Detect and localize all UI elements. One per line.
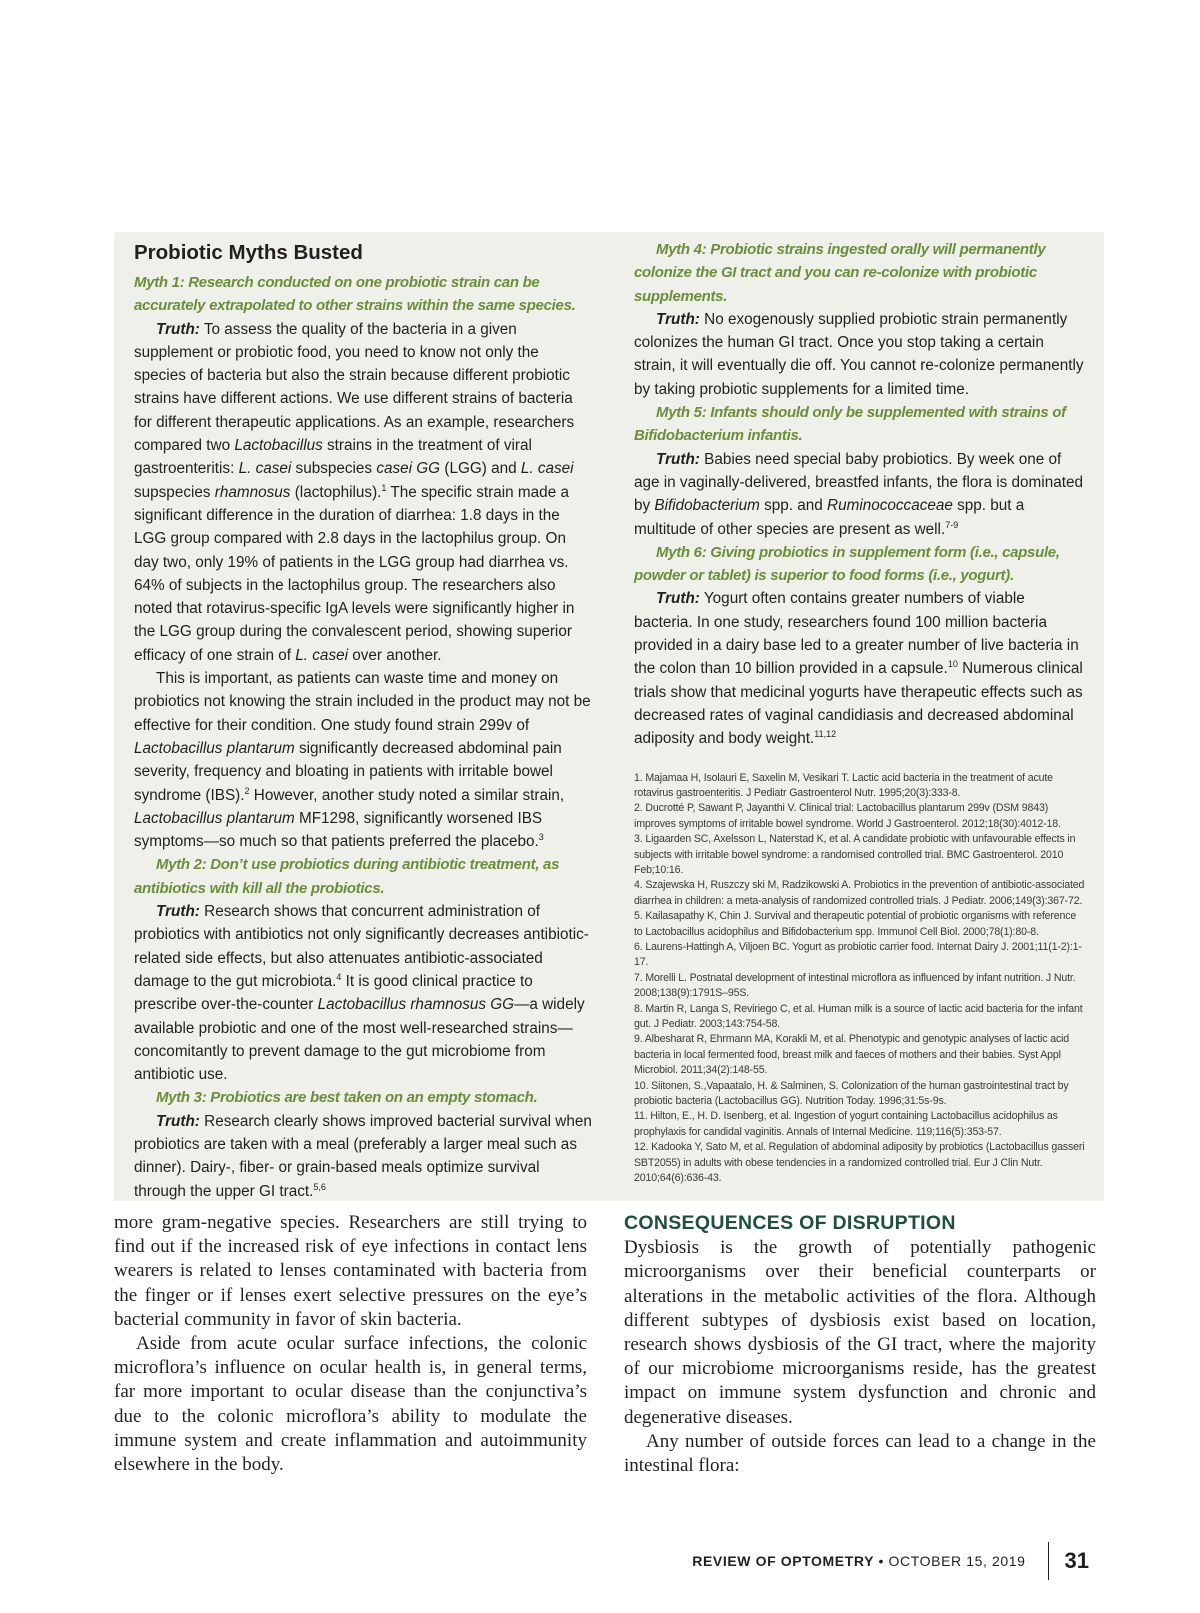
myth-5-truth: Truth: Babies need special baby probiotics. By week one of age in vaginally-delivered, breastfed infants, the flora is dominated by Bifidobacterium spp. and Ruminococcaceae spp. but a multitude of other species are present as well.$^{7-9}$	[634, 450, 1083, 538]
page-footer	[692, 1542, 1089, 1580]
myth-3-truth: Truth: Research clearly shows improved bacterial survival when probiotics are taken with a meal (preferably a larger meal such as dinner). Dairy-, fiber- or grain-based meals optimize survival through the upper GI tract.$^{5,6}$	[134, 1112, 592, 1200]
reference-item: 2. Ducrotté P, Sawant P, Jayanthi V. Clinical trial: Lactobacillus plantarum 299v (DSM 9843) improves symptoms of irritable bowel syndrome. World J Gastroenterol. 2012;18(30):4012-18.	[634, 802, 1061, 830]
myth-3-heading: Myth 3: Probiotics are best taken on an empty stomach.	[156, 1089, 538, 1107]
body-paragraph: Any number of outside forces can lead to a change in the intestinal flora:	[624, 1430, 1096, 1477]
footer-text	[692, 1553, 1025, 1569]
reference-item: 11. Hilton, E., H. D. Isenberg, et al. Ingestion of yogurt containing Lactobacillus acidophilus as prophylaxis for candidal vaginitis. Annals of Internal Medicine. 119;116(5):353-57.	[634, 1110, 1058, 1138]
section-heading: CONSEQUENCES OF DISRUPTION	[624, 1212, 956, 1234]
sidebar-title: Probiotic Myths Busted	[134, 241, 363, 264]
body-right-column	[624, 1211, 1096, 1478]
myth-6-truth: Truth: Yogurt often contains greater numbers of viable bacteria. In one study, researchers found 100 million bacteria provided in a dairy base led to a greater number of live bacteria in the colon than 10 billion provided in a capsule.$^{10}$ Numerous clinical trials show that medicinal yogurts have therapeutic effects such as decreased rates of vaginal candidiasis and decreased abdominal adiposity and body weight.$^{11,12}$	[634, 590, 1083, 748]
reference-item: 6. Laurens-Hattingh A, Viljoen BC. Yogurt as probiotic carrier food. Internat Dairy J. 2001;11(1-2):1-17.	[634, 941, 1082, 969]
body-paragraph: Dysbiosis is the growth of potentially pathogenic microorganisms over their beneficial counterparts or alterations in the metabolic activities of the flora. Although different subtypes of dysbiosis exist based on location, research shows dysbiosis of the GI tract, where the majority of our microbiome microorganisms reside, has the greatest impact on immune system dysfunction and chronic and degenerative diseases.	[624, 1237, 1096, 1428]
truth-label: Truth:	[656, 590, 700, 608]
footer-bullet: •	[878, 1553, 885, 1569]
truth-label: Truth:	[156, 320, 200, 338]
page-number: 31	[1064, 1548, 1089, 1573]
truth-label: Truth:	[656, 450, 700, 468]
myth-1-paragraph-2: This is important, as patients can waste time and money on probiotics not knowing the strain included in the product may not be effective for their condition. One study found strain 299v of Lactobacillus plantarum significantly decreased abdominal pain severity, frequency and bloating in patients with irritable bowel syndrome (IBS).$^2$ However, another study noted a similar strain, Lactobacillus plantarum MF1298, significantly worsened IBS symptoms—so much so that patients preferred the placebo.$^3$	[134, 670, 591, 851]
myths-sidebar-box	[114, 232, 1104, 1201]
myth-1-heading: Myth 1: Research conducted on one probiotic strain can be accurately extrapolated to other strains within the same species.	[134, 274, 576, 315]
truth-label: Truth:	[156, 1112, 200, 1130]
reference-item: 7. Morelli L. Postnatal development of intestinal microflora as influenced by infant nutrition. J Nutr. 2008;138(9):1791S–95S.	[634, 971, 1076, 1000]
reference-item: 10. Siitonen, S.,Vapaatalo, H. & Salminen, S. Colonization of the human gastrointestinal tract by probiotic bacteria (Lactobacillus GG). Nutrition Today. 1996;31:5s-9s.	[634, 1079, 1069, 1108]
myth-4-heading: Myth 4: Probiotic strains ingested orally will permanently colonize the GI tract and you can re-colonize with probiotic supplements.	[634, 241, 1046, 305]
reference-item: 9. Albesharat R, Ehrmann MA, Korakli M, et al. Phenotypic and genotypic analyses of lactic acid bacteria in local fermented food, breast milk and faeces of mothers and their babies. Syst Appl Microbiol. 2011;34(2):148-55.	[634, 1033, 1070, 1077]
sidebar-right-column	[634, 238, 1086, 1187]
truth-label: Truth:	[156, 903, 200, 921]
body-paragraph: more gram-negative species. Researchers are still trying to find out if the increased risk of eye infections in contact lens wearers is related to lenses contaminated with bacteria from the finger or if lenses exert selective pressures on the eye’s bacterial community in favor of skin bacteria.	[114, 1212, 587, 1330]
issue-date: OCTOBER 15, 2019	[888, 1553, 1026, 1569]
reference-item: 5. Kailasapathy K, Chin J. Survival and therapeutic potential of probiotic organisms with reference to Lactobacillus acidophilus and Bifidobacterium spp. Immunol Cell Biol. 2000;78(1):80-8.	[634, 910, 1077, 938]
sidebar-left-column	[134, 232, 592, 1203]
myth-2-truth: Truth: Research shows that concurrent administration of probiotics with antibiotics not only significantly decreases antibiotic-related side effects, but also attenuates antibiotic-associated damage to the gut microbiota.$^4$ It is good clinical practice to prescribe over-the-counter Lactobacillus rhamnosus GG—a widely available probiotic and one of the most well-researched strains—concomitantly to prevent damage to the gut microbiome from antibiotic use.	[134, 903, 589, 1084]
reference-item: 4. Szajewska H, Ruszczy ski M, Radzikowski A. Probiotics in the prevention of antibiotic-associated diarrhea in children: a meta-analysis of randomized controlled trials. J Pediatr. 2006;149(3):367-72.	[634, 879, 1085, 907]
reference-item: 3. Ligaarden SC, Axelsson L, Naterstad K, et al. A candidate probiotic with unfavourable effects in subjects with irritable bowel syndrome: a randomised controlled trial. BMC Gastroenterol. 2010 Feb;10:16.	[634, 833, 1076, 876]
reference-item: 12. Kadooka Y, Sato M, et al. Regulation of abdominal adiposity by probiotics (Lactobacillus gasseri SBT2055) in adults with obese tendencies in a randomized controlled trial. Eur J Clin Nutr. 2010;64(6):636-43.	[634, 1141, 1085, 1185]
myth-2-heading: Myth 2: Don’t use probiotics during antibiotic treatment, as antibiotics with kill all the probiotics.	[134, 856, 560, 897]
myth-1-truth: Truth: To assess the quality of the bacteria in a given supplement or probiotic food, you need to know not only the species of bacteria but also the strain because different probiotic strains have different actions. We use different strains of bacteria for different therapeutic applications. As an example, researchers compared two Lactobacillus strains in the treatment of viral gastroenteritis: L. casei subspecies casei GG (LGG) and L. casei supspecies rhamnosus (lactophilus).$^1$ The specific strain made a significant difference in the duration of diarrhea: 1.8 days in the LGG group compared with 2.8 days in the lactophilus group. On day two, only 19% of patients in the LGG group had diarrhea vs. 64% of subjects in the lactophilus group. The researchers also noted that rotavirus-specific IgA levels were significantly higher in the LGG group during the convalescent period, showing superior efficacy of one strain of L. casei over another.	[134, 320, 575, 664]
publication-name: REVIEW OF OPTOMETRY	[692, 1553, 875, 1569]
myth-4-truth: Truth: No exogenously supplied probiotic strain permanently colonizes the human GI tract. Once you stop taking a certain strain, it will eventually die off. You cannot re-colonize permanently by taking probiotic supplements for a limited time.	[634, 310, 1084, 398]
footer-divider	[1048, 1542, 1049, 1580]
body-left-column	[114, 1211, 587, 1477]
references-list	[634, 771, 1086, 1187]
truth-label: Truth:	[656, 310, 700, 328]
reference-item: 8. Martin R, Langa S, Reviriego C, et al. Human milk is a source of lactic acid bacteria for the infant gut. J Pediatr. 2003;143:754-58.	[634, 1002, 1083, 1031]
myth-5-heading: Myth 5: Infants should only be supplemented with strains of Bifidobacterium infantis.	[634, 404, 1066, 445]
reference-item: 1. Majamaa H, Isolauri E, Saxelin M, Vesikari T. Lactic acid bacteria in the treatment of acute rotavirus gastroenteritis. J Pediatr Gastroenterol Nutr. 1995;20(3):333-8.	[634, 771, 1053, 799]
body-paragraph: Aside from acute ocular surface infections, the colonic microflora’s influence on ocular health is, in general terms, far more important to ocular disease than the conjunctiva’s due to the colonic microflora’s ability to modulate the immune system and create inflammation and autoimmunity elsewhere in the body.	[114, 1333, 587, 1476]
myth-6-heading: Myth 6: Giving probiotics in supplement form (i.e., capsule, powder or tablet) is superior to food forms (i.e., yogurt).	[634, 543, 1060, 585]
